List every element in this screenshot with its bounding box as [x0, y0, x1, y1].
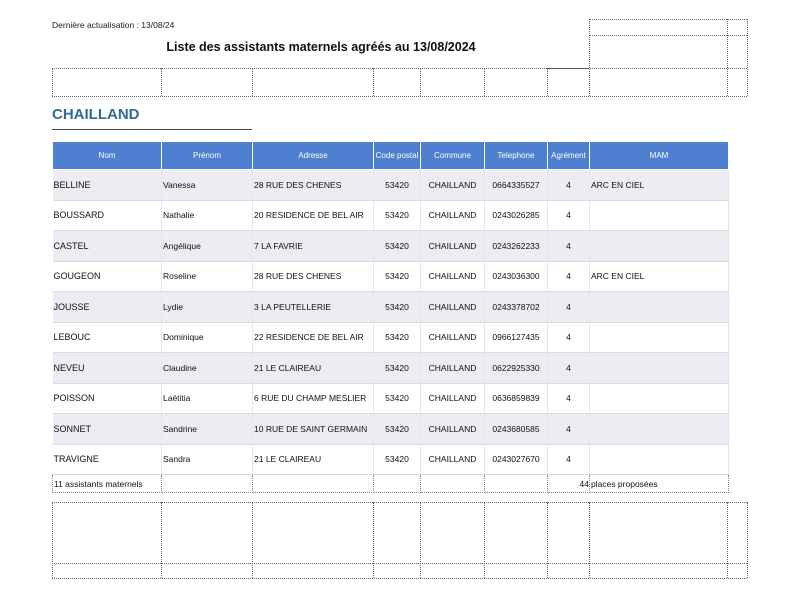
cell-commune: CHAILLAND: [421, 383, 485, 414]
table-row: [53, 353, 729, 384]
cell-prenom: Sandra: [162, 444, 253, 475]
cell-commune: CHAILLAND: [421, 231, 485, 262]
cell-agrement: 4: [548, 261, 590, 292]
cell-adresse: 28 RUE DES CHENES: [253, 261, 374, 292]
summary-places-count: 44: [548, 475, 590, 493]
cell-agrement: 4: [548, 414, 590, 445]
cell-telephone: 0622925330: [485, 353, 548, 384]
summary-places-label: places proposées: [590, 475, 729, 493]
table-row: [53, 322, 729, 353]
cell-code-postal: 53420: [374, 383, 421, 414]
cell-nom: GOUGEON: [53, 261, 162, 292]
cell-prenom: Lydie: [162, 292, 253, 323]
col-header-adresse: Adresse: [253, 142, 374, 170]
cell-code-postal: 53420: [374, 414, 421, 445]
cell-telephone: 0664335527: [485, 170, 548, 201]
table-row: [53, 200, 729, 231]
table-row: [53, 261, 729, 292]
cell-code-postal: 53420: [374, 444, 421, 475]
cell-mam: [590, 231, 729, 262]
cell-prenom: Laëtitia: [162, 383, 253, 414]
cell-prenom: Angélique: [162, 231, 253, 262]
cell-nom: POISSON: [53, 383, 162, 414]
cell-prenom: Sandrine: [162, 414, 253, 445]
cell-commune: CHAILLAND: [421, 353, 485, 384]
cell-mam: ARC EN CIEL: [590, 261, 729, 292]
table-row: [53, 170, 729, 201]
summary-row: [53, 475, 729, 493]
cell-mam: [590, 444, 729, 475]
cell-telephone: 0243036300: [485, 261, 548, 292]
cell-telephone: 0243680585: [485, 414, 548, 445]
table-row: [53, 444, 729, 475]
cell-adresse: 6 RUE DU CHAMP MESLIER: [253, 383, 374, 414]
cell-telephone: 0966127435: [485, 322, 548, 353]
summary-empty-cell: [421, 475, 485, 493]
summary-empty-cell: [485, 475, 548, 493]
cell-adresse: 22 RESIDENCE DE BEL AIR: [253, 322, 374, 353]
cell-mam: [590, 322, 729, 353]
cell-commune: CHAILLAND: [421, 170, 485, 201]
col-header-code-postal: Code postal: [374, 142, 421, 170]
col-header-telephone: Telephone: [485, 142, 548, 170]
cell-prenom: Claudine: [162, 353, 253, 384]
table-header-row: [53, 142, 729, 170]
cell-agrement: 4: [548, 444, 590, 475]
cell-code-postal: 53420: [374, 200, 421, 231]
cell-telephone: 0243262233: [485, 231, 548, 262]
table-row: [53, 414, 729, 445]
cell-telephone: 0243378702: [485, 292, 548, 323]
col-header-nom: Nom: [53, 142, 162, 170]
cell-telephone: 0243026285: [485, 200, 548, 231]
cell-commune: CHAILLAND: [421, 200, 485, 231]
cell-telephone: 0243027670: [485, 444, 548, 475]
cell-code-postal: 53420: [374, 353, 421, 384]
cell-mam: [590, 414, 729, 445]
cell-code-postal: 53420: [374, 231, 421, 262]
last-update-text: Dernière actualisation : 13/08/24: [52, 20, 175, 30]
cell-nom: LEBOUC: [53, 322, 162, 353]
cell-adresse: 3 LA PEUTELLERIE: [253, 292, 374, 323]
cell-nom: BOUSSARD: [53, 200, 162, 231]
col-header-mam: MAM: [590, 142, 729, 170]
summary-assistants-count: 11 assistants maternels: [53, 475, 162, 493]
assistants-table: [52, 141, 729, 493]
cell-nom: JOUSSE: [53, 292, 162, 323]
cell-adresse: 10 RUE DE SAINT GERMAIN: [253, 414, 374, 445]
cell-prenom: Roseline: [162, 261, 253, 292]
cell-agrement: 4: [548, 200, 590, 231]
page-title: Liste des assistants maternels agréés au 13/08/2024: [166, 40, 476, 54]
cell-nom: SONNET: [53, 414, 162, 445]
col-header-prenom: Prénom: [162, 142, 253, 170]
cell-code-postal: 53420: [374, 170, 421, 201]
cell-mam: [590, 200, 729, 231]
cell-agrement: 4: [548, 170, 590, 201]
cell-commune: CHAILLAND: [421, 292, 485, 323]
cell-agrement: 4: [548, 322, 590, 353]
cell-prenom: Vanessa: [162, 170, 253, 201]
cell-mam: [590, 353, 729, 384]
cell-adresse: 21 LE CLAIREAU: [253, 444, 374, 475]
table-row: [53, 383, 729, 414]
summary-empty-cell: [253, 475, 374, 493]
cell-adresse: 21 LE CLAIREAU: [253, 353, 374, 384]
cell-commune: CHAILLAND: [421, 261, 485, 292]
cell-nom: TRAVIGNE: [53, 444, 162, 475]
cell-agrement: 4: [548, 383, 590, 414]
cell-code-postal: 53420: [374, 322, 421, 353]
cell-code-postal: 53420: [374, 292, 421, 323]
cell-prenom: Dominique: [162, 322, 253, 353]
cell-code-postal: 53420: [374, 261, 421, 292]
cell-agrement: 4: [548, 353, 590, 384]
table-row: [53, 231, 729, 262]
table-row: [53, 292, 729, 323]
col-header-commune: Commune: [421, 142, 485, 170]
cell-commune: CHAILLAND: [421, 444, 485, 475]
summary-empty-cell: [374, 475, 421, 493]
cell-agrement: 4: [548, 292, 590, 323]
col-header-agrement: Agrément: [548, 142, 590, 170]
cell-mam: ARC EN CIEL: [590, 170, 729, 201]
cell-mam: [590, 292, 729, 323]
cell-adresse: 20 RESIDENCE DE BEL AIR: [253, 200, 374, 231]
commune-heading: CHAILLAND: [52, 106, 140, 123]
cell-agrement: 4: [548, 231, 590, 262]
summary-empty-cell: [162, 475, 253, 493]
cell-nom: CASTEL: [53, 231, 162, 262]
cell-adresse: 7 LA FAVRIE: [253, 231, 374, 262]
cell-commune: CHAILLAND: [421, 414, 485, 445]
cell-prenom: Nathalie: [162, 200, 253, 231]
cell-nom: NEVEU: [53, 353, 162, 384]
cell-nom: BELLINE: [53, 170, 162, 201]
cell-commune: CHAILLAND: [421, 322, 485, 353]
heading-underline: [52, 129, 252, 130]
cell-mam: [590, 383, 729, 414]
cell-telephone: 0636859839: [485, 383, 548, 414]
cell-adresse: 28 RUE DES CHENES: [253, 170, 374, 201]
